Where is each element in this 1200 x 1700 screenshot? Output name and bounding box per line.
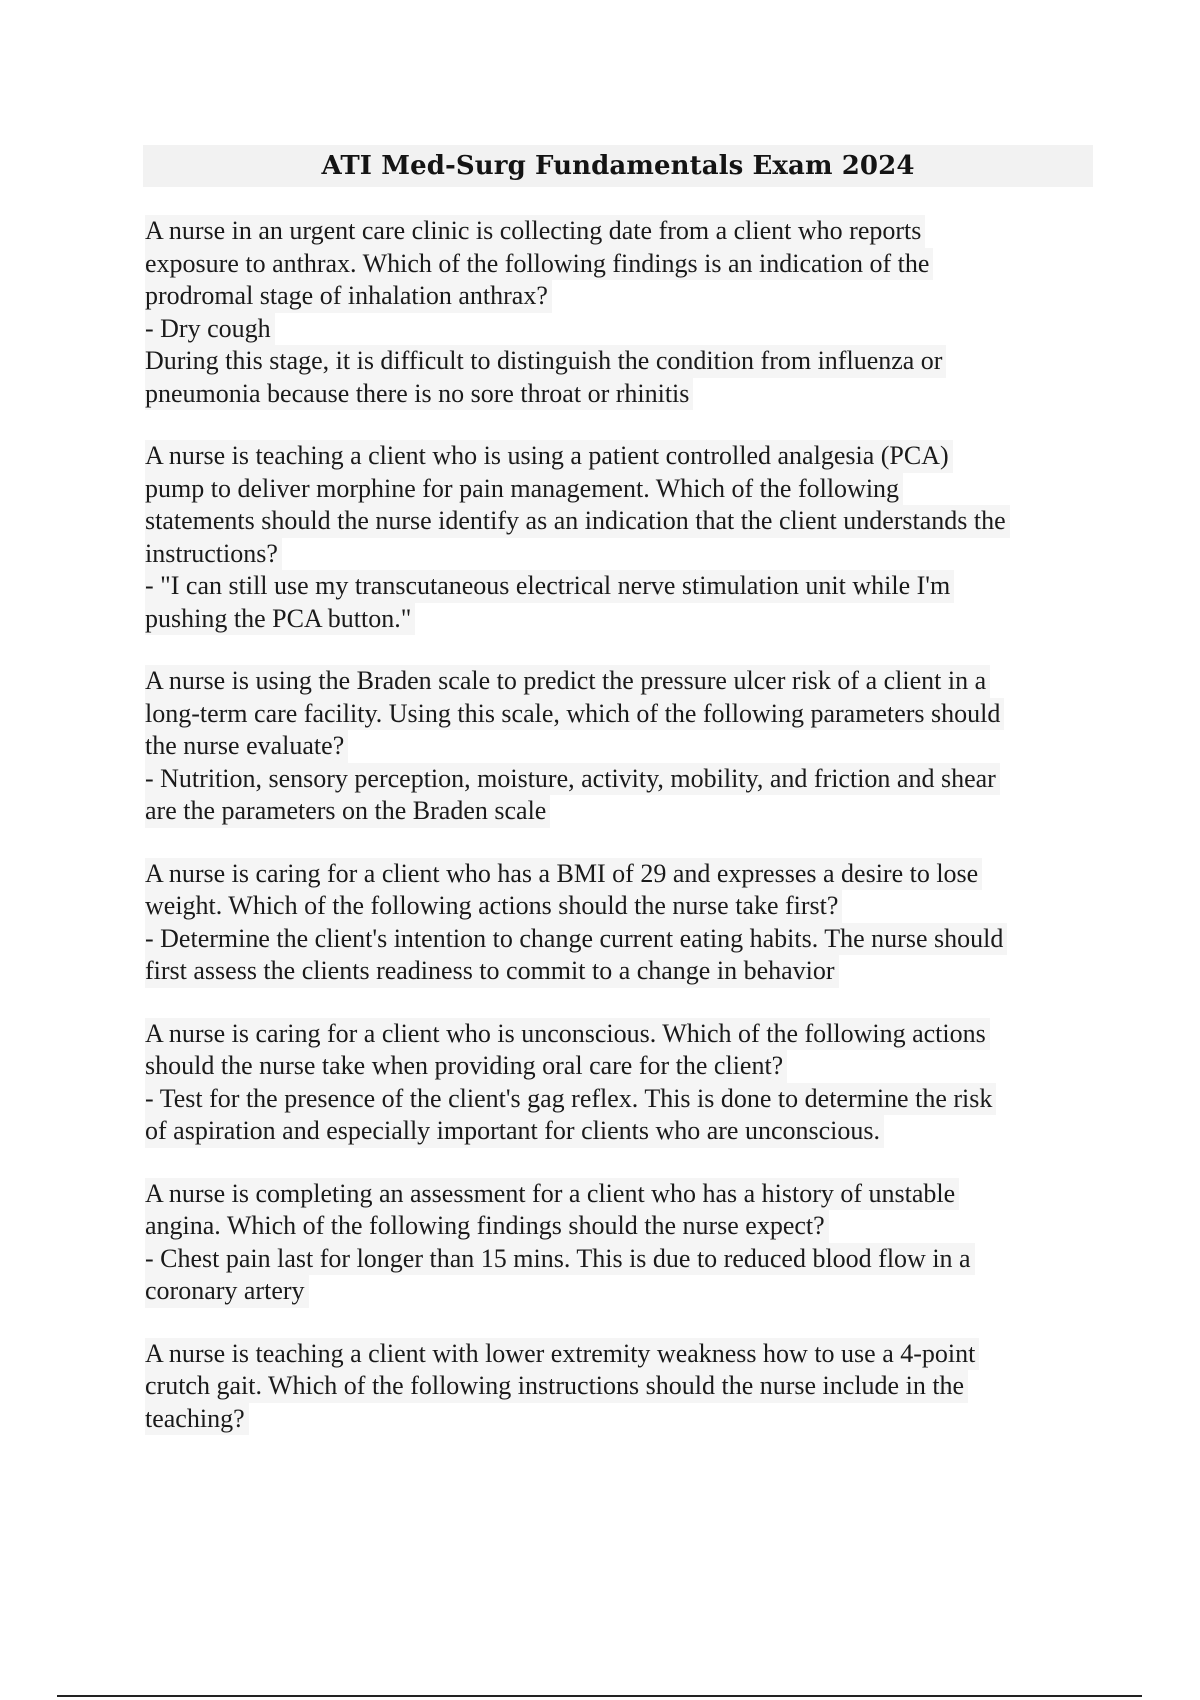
text-line: weight. Which of the following actions should the nurse take first? — [145, 890, 842, 923]
answer-line: - Nutrition, sensory perception, moisture, activity, mobility, and friction and shear — [145, 763, 1000, 796]
question-block — [145, 215, 1095, 410]
question-block — [145, 665, 1095, 828]
text-line: exposure to anthrax. Which of the following findings is an indication of the — [145, 248, 933, 281]
text-line: angina. Which of the following findings should the nurse expect? — [145, 1210, 829, 1243]
footer-divider — [57, 1695, 1142, 1697]
text-line: A nurse is completing an assessment for a client who has a history of unstable — [145, 1178, 959, 1211]
text-line: A nurse is teaching a client with lower extremity weakness how to use a 4-point — [145, 1338, 979, 1371]
text-line: pushing the PCA button." — [145, 603, 415, 636]
text-line: pump to deliver morphine for pain management. Which of the following — [145, 473, 903, 506]
answer-line: - Chest pain last for longer than 15 mins. This is due to reduced blood flow in a — [145, 1243, 975, 1276]
question-block — [145, 1338, 1095, 1436]
title-bar — [143, 145, 1093, 187]
question-block — [145, 858, 1095, 988]
text-line: instructions? — [145, 538, 282, 571]
question-block — [145, 1018, 1095, 1148]
document-body — [145, 215, 1095, 1465]
question-block — [145, 440, 1095, 635]
text-line: During this stage, it is difficult to distinguish the condition from influenza or — [145, 345, 946, 378]
text-line: first assess the clients readiness to commit to a change in behavior — [145, 955, 839, 988]
question-block — [145, 1178, 1095, 1308]
text-line: A nurse is caring for a client who is unconscious. Which of the following actions — [145, 1018, 990, 1051]
text-line: prodromal stage of inhalation anthrax? — [145, 280, 552, 313]
text-line: statements should the nurse identify as an indication that the client understands the — [145, 505, 1010, 538]
text-line: are the parameters on the Braden scale — [145, 795, 550, 828]
text-line: crutch gait. Which of the following instructions should the nurse include in the — [145, 1370, 968, 1403]
text-line: A nurse in an urgent care clinic is collecting date from a client who reports — [145, 215, 925, 248]
text-line: A nurse is teaching a client who is using a patient controlled analgesia (PCA) — [145, 440, 953, 473]
text-line: should the nurse take when providing oral care for the client? — [145, 1050, 787, 1083]
answer-line: - Test for the presence of the client's gag reflex. This is done to determine the risk — [145, 1083, 996, 1116]
text-line: the nurse evaluate? — [145, 730, 348, 763]
text-line: long-term care facility. Using this scale, which of the following parameters should — [145, 698, 1004, 731]
answer-line: - Determine the client's intention to change current eating habits. The nurse should — [145, 923, 1007, 956]
answer-line: - Dry cough — [145, 313, 275, 346]
text-line: A nurse is using the Braden scale to predict the pressure ulcer risk of a client in a — [145, 665, 990, 698]
text-line: teaching? — [145, 1403, 249, 1436]
text-line: A nurse is caring for a client who has a BMI of 29 and expresses a desire to lose — [145, 858, 982, 891]
text-line: coronary artery — [145, 1275, 309, 1308]
answer-line: - "I can still use my transcutaneous electrical nerve stimulation unit while I'm — [145, 570, 954, 603]
text-line: pneumonia because there is no sore throat or rhinitis — [145, 378, 693, 411]
text-line: of aspiration and especially important for clients who are unconscious. — [145, 1115, 884, 1148]
page-title: ATI Med-Surg Fundamentals Exam 2024 — [321, 151, 915, 181]
